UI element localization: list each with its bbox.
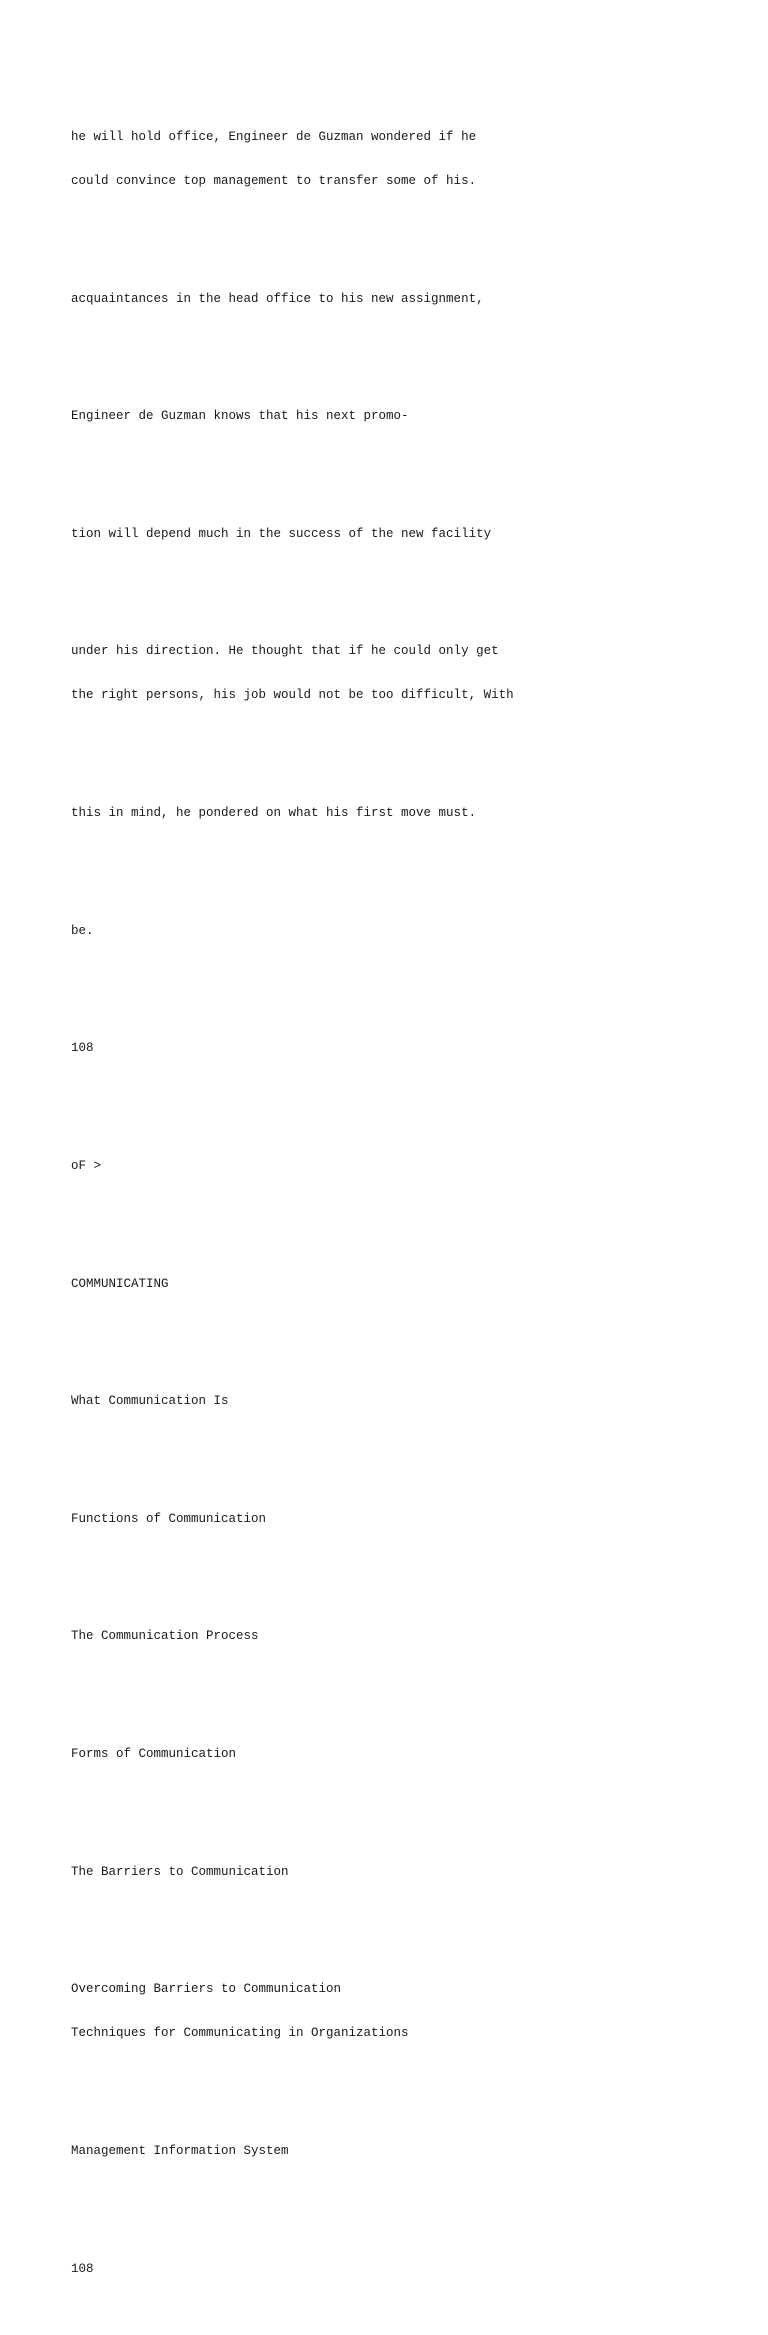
body-paragraph: [71, 380, 751, 454]
text-line: he will hold office, Engineer de Guzman wondered if he: [71, 129, 477, 144]
text-line: 108: [71, 1041, 94, 1056]
text-line: The Barriers to Communication: [71, 1864, 289, 1879]
text-line: What Communication Is: [71, 1394, 229, 1409]
text-line: this in mind, he pondered on what his first move must.: [71, 806, 477, 821]
body-paragraph: [71, 615, 751, 733]
body-paragraph: [71, 100, 751, 218]
text-line: be.: [71, 923, 94, 938]
body-paragraph: [71, 777, 751, 851]
text-line: Engineer de Guzman knows that his next promo-: [71, 409, 409, 424]
chapter-topic: [71, 1365, 751, 1439]
chapter-topic: [71, 1482, 751, 1556]
chapter-topic: [71, 1600, 751, 1674]
text-line: 108: [71, 2261, 94, 2276]
body-paragraph: [71, 894, 751, 968]
chapter-topic: [71, 1718, 751, 1792]
page-number: [71, 1012, 751, 1086]
chapter-title: [71, 1247, 751, 1321]
text-line: oF >: [71, 1158, 102, 1173]
text-line: Management Information System: [71, 2143, 289, 2158]
text-line: under his direction. He thought that if he could only get: [71, 644, 499, 659]
text-line: tion will depend much in the success of the new facility: [71, 526, 492, 541]
document-page: [71, 71, 751, 2335]
stray-text: [71, 1130, 751, 1204]
text-line: could convince top management to transfer some of his.: [71, 173, 477, 188]
text-line: COMMUNICATING: [71, 1276, 169, 1291]
text-line: the right persons, his job would not be too difficult, With: [71, 688, 514, 703]
chapter-topic: [71, 2114, 751, 2188]
chapter-topic: [71, 1953, 751, 2071]
page-number: [71, 2232, 751, 2306]
body-paragraph: [71, 262, 751, 336]
text-line: acquaintances in the head office to his new assignment,: [71, 291, 484, 306]
text-line: Forms of Communication: [71, 1746, 237, 1761]
body-paragraph: [71, 497, 751, 571]
text-line: Techniques for Communicating in Organizations: [71, 2026, 409, 2041]
text-line: The Communication Process: [71, 1629, 259, 1644]
text-line: Overcoming Barriers to Communication: [71, 1982, 342, 1997]
text-line: Functions of Communication: [71, 1511, 267, 1526]
chapter-topic: [71, 1835, 751, 1909]
